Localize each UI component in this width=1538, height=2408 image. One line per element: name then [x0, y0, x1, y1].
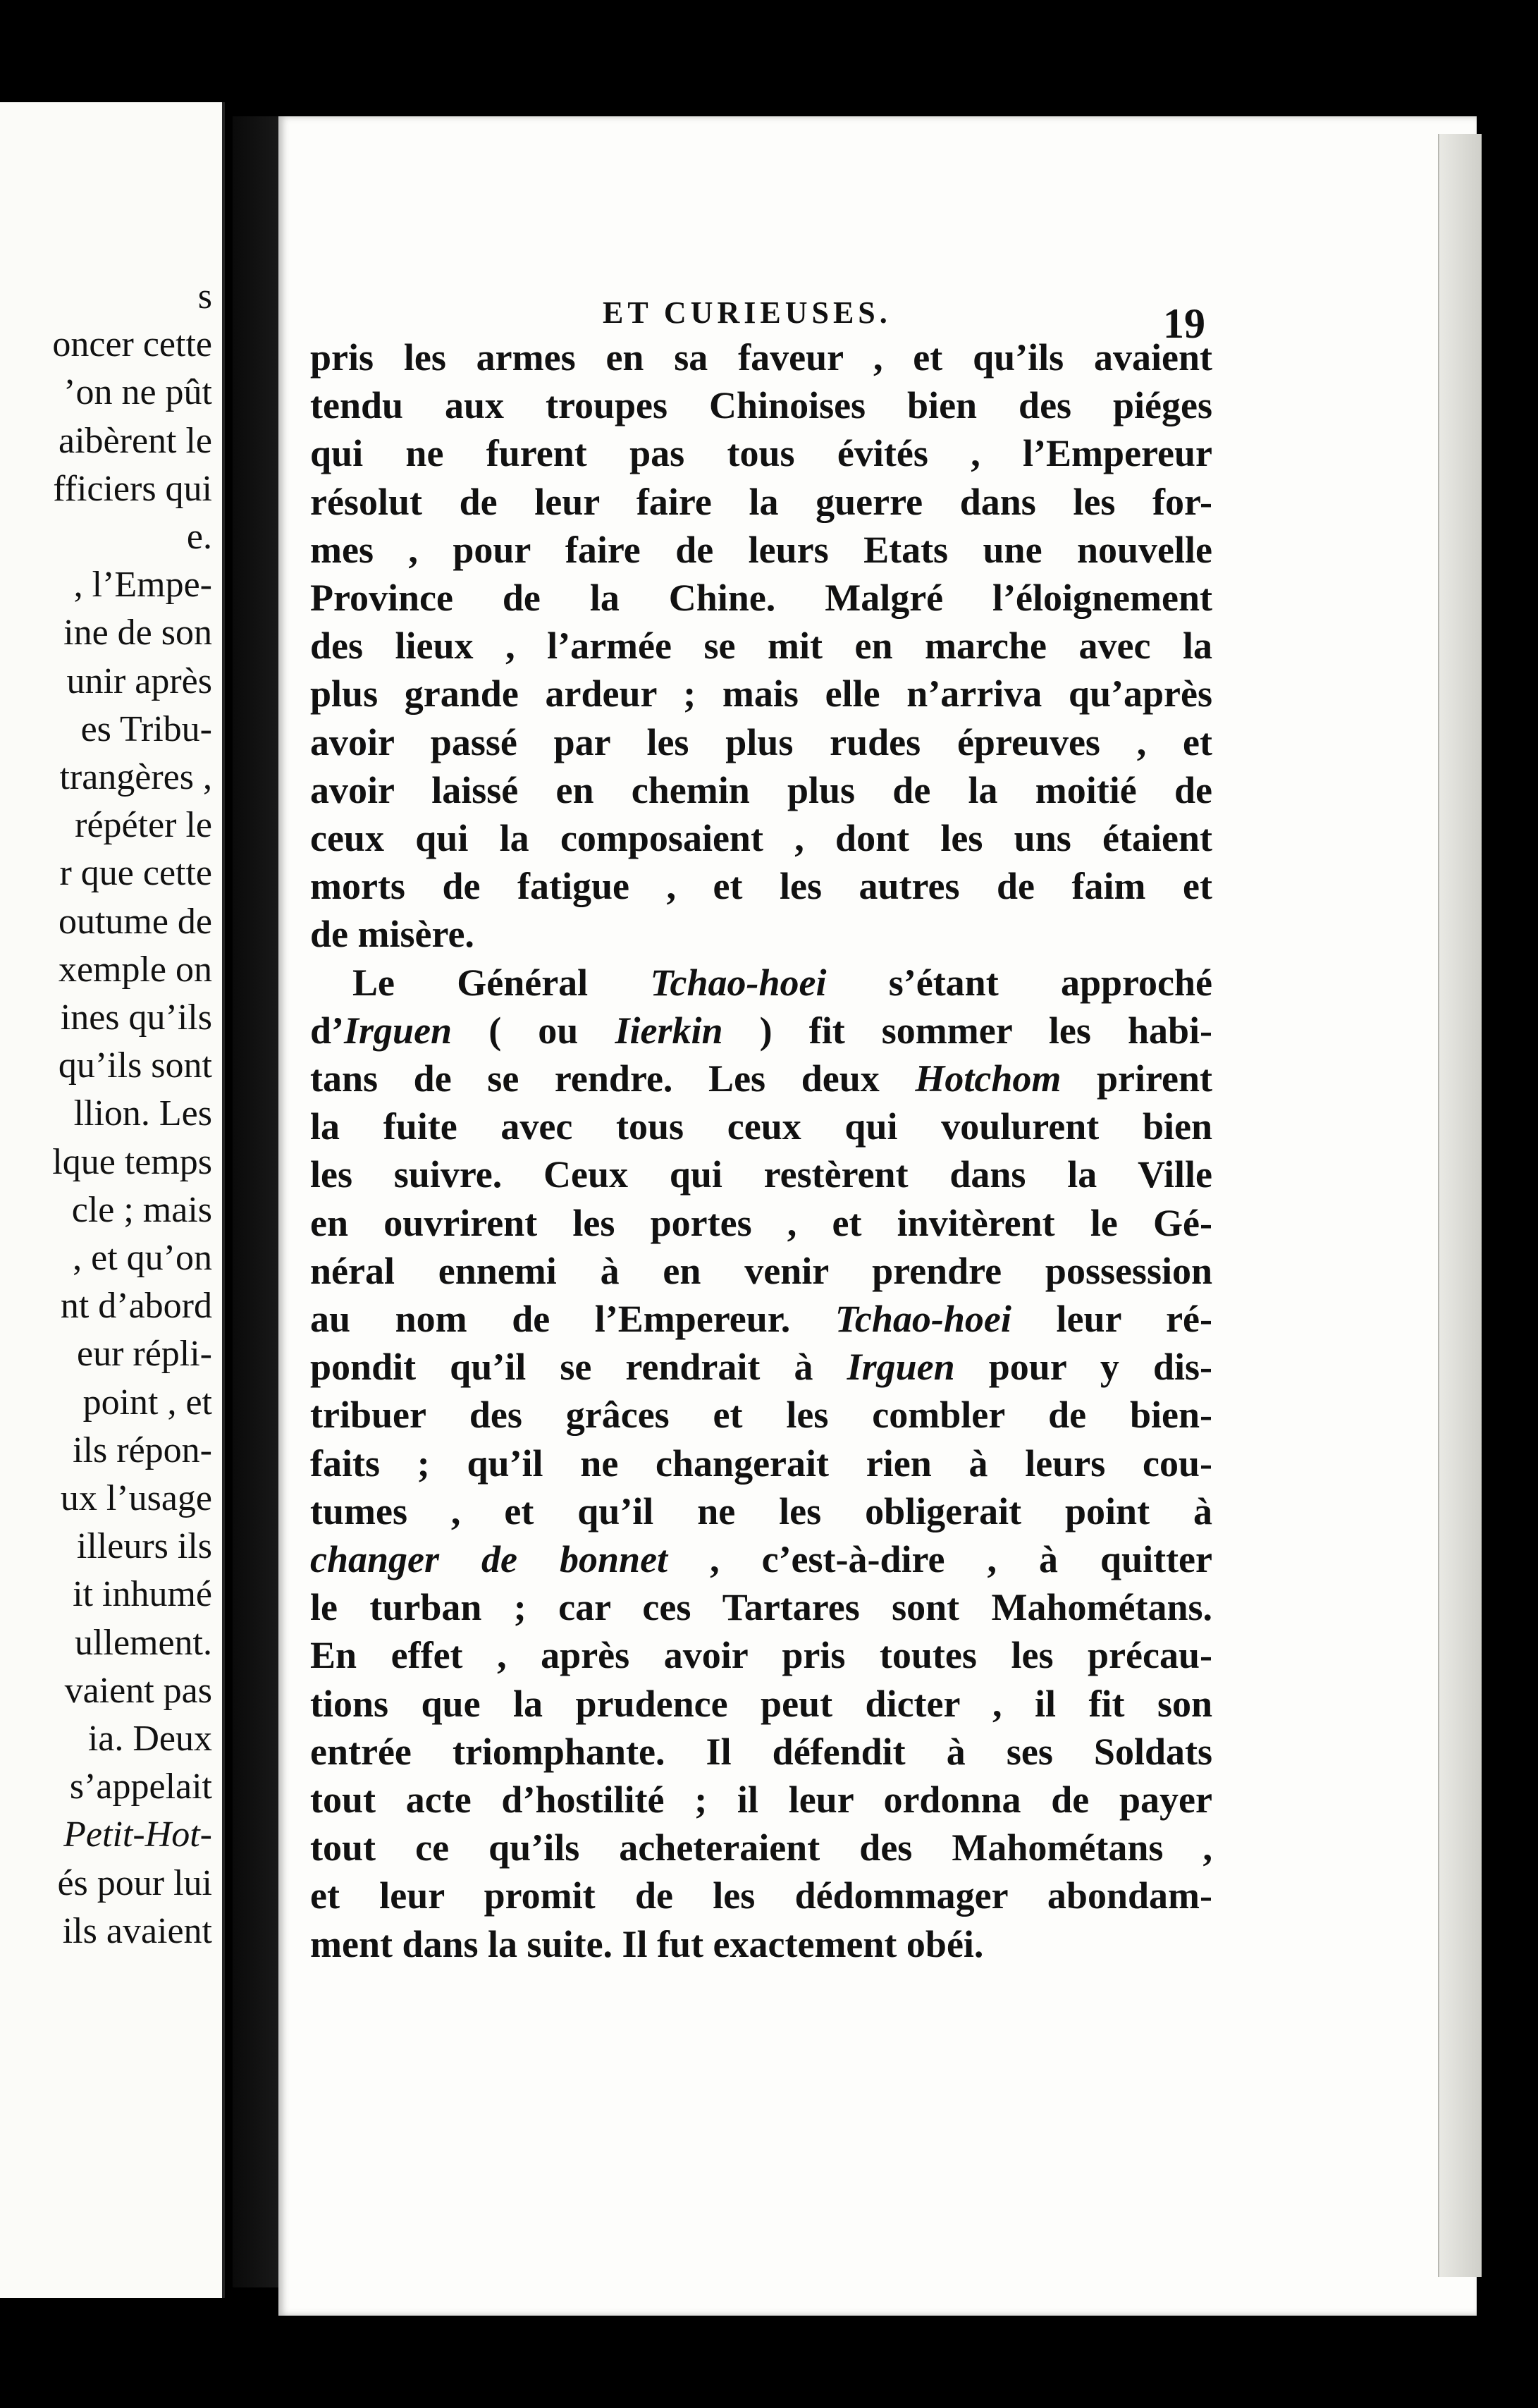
left-page-line: xemple on — [58, 949, 212, 990]
text-line — [310, 625, 1212, 668]
text-line — [310, 384, 1212, 427]
text-run: prirent — [1061, 1057, 1212, 1100]
left-page-line: e. — [186, 517, 212, 557]
text-line — [310, 1682, 1212, 1725]
text-run: le turban ; car ces Tartares sont Mahométans. — [310, 1586, 1212, 1629]
left-page-line: , l’Empe- — [73, 565, 212, 606]
left-page-line: s — [197, 276, 212, 317]
text-run: des lieux , l’armée se mit en marche avec la — [310, 625, 1212, 668]
text-run: ) fit sommer les habi- — [722, 1009, 1213, 1052]
italic-text: Tchao-hoei — [650, 961, 827, 1004]
text-run: , c’est-à-dire , à quitter — [668, 1538, 1212, 1580]
text-line — [310, 1300, 1212, 1338]
text-line — [310, 1153, 1212, 1196]
left-page-line: ine de son — [63, 613, 212, 653]
text-line — [310, 480, 1212, 523]
left-page-line: lque temps — [52, 1141, 212, 1182]
text-line — [310, 1540, 1212, 1578]
left-page-line: vaient pas — [64, 1670, 212, 1711]
text-run: ( ou — [452, 1009, 615, 1052]
text-line — [310, 528, 1212, 571]
text-line — [310, 720, 1212, 763]
left-page-line: trangères , — [59, 757, 212, 797]
text-run: la fuite avec tous ceux qui voulurent bien — [310, 1105, 1212, 1148]
text-run: ment dans la suite. Il fut exactement obéi. — [310, 1922, 984, 1965]
left-page-line: llion. Les — [73, 1093, 212, 1134]
left-page-line: qu’ils sont — [58, 1045, 212, 1086]
text-run: En effet , après avoir pris toutes les précau- — [310, 1634, 1212, 1677]
text-run: tions que la prudence peut dicter , il fit son — [310, 1682, 1212, 1725]
left-page-line: és pour lui — [57, 1862, 212, 1903]
left-page-line: cle ; mais — [71, 1189, 212, 1230]
text-run: ceux qui la composaient , dont les uns étaient — [310, 817, 1212, 859]
text-run: morts de fatigue , et les autres de faim et — [310, 865, 1212, 908]
left-page-line: fficiers qui — [53, 468, 212, 509]
left-page-line: nt d’abord — [60, 1286, 212, 1327]
text-run: Le Général — [352, 961, 651, 1004]
text-run: faits ; qu’il ne changerait rien à leurs cou- — [310, 1442, 1212, 1485]
left-page-line: ’on ne pût — [63, 372, 212, 413]
italic-text: Iierkin — [615, 1009, 723, 1052]
text-line — [310, 336, 1212, 379]
text-line — [310, 865, 1212, 908]
left-page-line: r que cette — [59, 853, 212, 894]
text-run: Province de la Chine. Malgré l’éloignement — [310, 577, 1212, 619]
text-run: tans de se rendre. Les deux — [310, 1057, 916, 1100]
text-run: tendu aux troupes Chinoises bien des piéges — [310, 384, 1212, 427]
left-page-line: ils répon- — [73, 1430, 212, 1470]
left-page-line: it inhumé — [73, 1574, 212, 1615]
italic-text: Irguen — [847, 1346, 955, 1389]
text-run: mes , pour faire de leurs Etats une nouvelle — [310, 528, 1212, 571]
text-run: d’ — [310, 1009, 345, 1052]
text-run: pour y dis- — [954, 1346, 1212, 1389]
text-run: entrée triomphante. Il défendit à ses Soldats — [310, 1730, 1212, 1773]
text-line — [310, 579, 1212, 617]
text-run: néral ennemi à en venir prendre possession — [310, 1249, 1212, 1292]
text-run: plus grande ardeur ; mais elle n’arriva qu’après — [310, 672, 1212, 715]
left-page-line: oncer cette — [52, 324, 212, 365]
text-run: de misère. — [310, 913, 474, 956]
text-line — [310, 1059, 1212, 1098]
left-page-line: ils avaient — [62, 1910, 212, 1951]
text-run: pondit qu’il se rendrait à — [310, 1346, 847, 1389]
running-head: ET CURIEUSES. — [603, 295, 892, 330]
text-line — [310, 1586, 1212, 1629]
text-line — [310, 1105, 1212, 1148]
text-run: résolut de leur faire la guerre dans les for- — [310, 480, 1212, 523]
left-page-line: ullement. — [75, 1622, 212, 1663]
text-line — [310, 913, 1212, 956]
left-page-line: illeurs ils — [76, 1526, 212, 1567]
text-line — [310, 819, 1212, 857]
left-page — [0, 102, 225, 2298]
text-line — [310, 1249, 1212, 1292]
text-line — [310, 1009, 1213, 1052]
left-page-line: aibèrent le — [59, 420, 212, 461]
text-line — [310, 672, 1212, 715]
italic-text: Irguen — [344, 1009, 453, 1052]
text-line — [310, 432, 1212, 475]
italic-text: changer de bonnet — [310, 1538, 668, 1580]
text-line — [310, 1442, 1212, 1485]
left-page-line: ines qu’ils — [60, 997, 212, 1038]
text-run: avoir laissé en chemin plus de la moitié de — [310, 768, 1212, 811]
text-line — [310, 1489, 1212, 1532]
left-page-line: , et qu’on — [73, 1238, 212, 1278]
text-line — [310, 1394, 1212, 1437]
text-run: s’étant approché — [826, 961, 1212, 1004]
text-run: tout ce qu’ils acheteraient des Mahométans , — [310, 1826, 1212, 1869]
left-page-line: unir après — [66, 661, 212, 701]
italic-text: Tchao-hoei — [835, 1298, 1011, 1340]
page-edge — [1438, 134, 1482, 2277]
left-page-line: répéter le — [75, 805, 212, 846]
text-line — [310, 1346, 1212, 1389]
text-run: en ouvrirent les portes , et invitèrent le Gé- — [310, 1201, 1212, 1244]
left-page-line: eur répli- — [76, 1334, 212, 1375]
text-run: les suivre. Ceux qui restèrent dans la Ville — [310, 1153, 1212, 1196]
italic-text: Hotchom — [915, 1057, 1062, 1100]
text-line — [310, 1922, 1212, 1965]
text-line — [310, 1201, 1212, 1244]
text-run: leur ré- — [1011, 1298, 1212, 1340]
text-line — [310, 1730, 1212, 1773]
text-run: avoir passé par les plus rudes épreuves , et — [310, 720, 1212, 763]
text-run: et leur promit de les dédommager abondam- — [310, 1874, 1212, 1917]
left-page-line: Petit-Hot- — [63, 1814, 212, 1855]
text-run: pris les armes en sa faveur , et qu’ils avaient — [310, 336, 1212, 379]
text-run: tribuer des grâces et les combler de bien- — [310, 1394, 1212, 1437]
left-page-line: s’appelait — [69, 1767, 212, 1807]
left-page-line: outume de — [58, 901, 212, 942]
text-line — [310, 1781, 1212, 1819]
text-line — [310, 961, 1212, 1004]
text-line — [310, 1876, 1212, 1915]
text-run: au nom de l’Empereur. — [310, 1298, 835, 1340]
text-line — [310, 1634, 1212, 1677]
left-page-line: es Tribu- — [80, 708, 212, 749]
left-page-line: point , et — [82, 1382, 212, 1423]
text-line — [310, 1826, 1212, 1869]
page-number: 19 — [1163, 300, 1205, 347]
text-line — [310, 768, 1212, 811]
text-run: tumes , et qu’il ne les obligerait point à — [310, 1489, 1212, 1532]
left-page-line: ux l’usage — [60, 1478, 212, 1518]
text-run: qui ne furent pas tous évités , l’Empereur — [310, 432, 1212, 475]
left-page-line: ia. Deux — [87, 1719, 212, 1759]
text-run: tout acte d’hostilité ; il leur ordonna de payer — [310, 1779, 1212, 1821]
